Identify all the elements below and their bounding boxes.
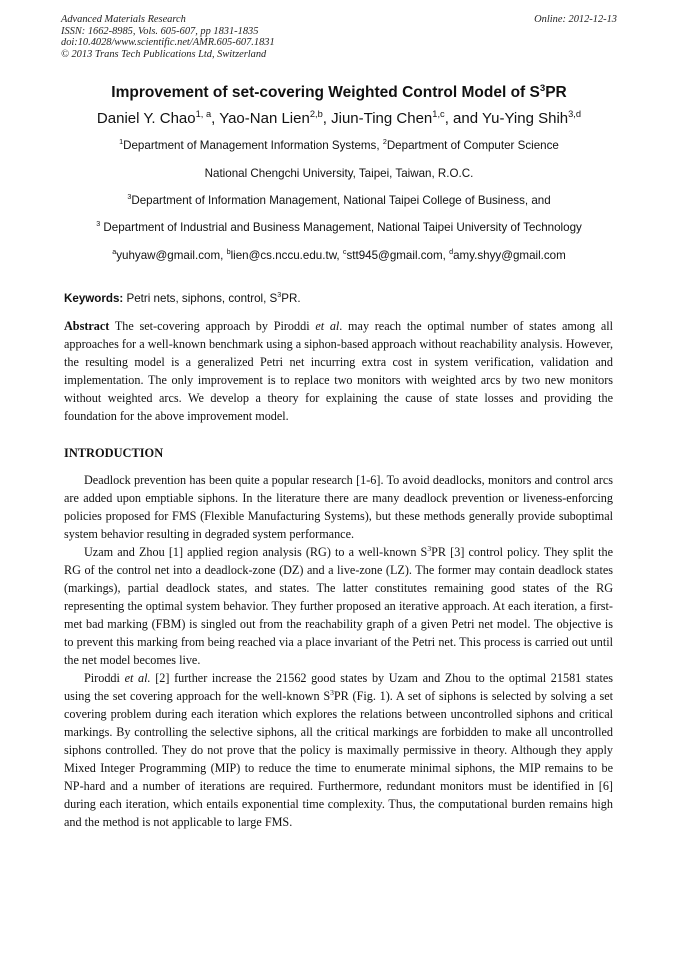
keywords-label: Keywords: [64, 292, 124, 305]
paragraph: Piroddi et al. [2] further increase the 21562 good states by Uzam and Zhou to the optimal 21581 states using the set covering approach for the well-known $S^3PR$ (Fig. 1). A set of siphons is selected by solving a set covering problem during each iteration which explores the relations between uncontrolled siphons and critical markings. By controlling the selective siphons, all the critical markings are forbidden to make all uncontrolled siphons controlled. They do not prove that the policy is maximally permissive in theory. Although they apply Mixed Integer Programming (MIP) to reduce the time to enumerate minimal siphons, the MIP remains to be NP-hard and a number of iterations are required. Furthermore, redundant monitors must be identified in [6] during each iteration, which entails exponential time complexity. Thus, the computational burden remains high and the method is not applicable to large FMS. [64, 671, 614, 829]
doi: doi:10.4028/www.scientific.net/AMR.605-607.1831 [61, 37, 275, 48]
author: Yao-Nan Lien$^{2,b}$, [219, 109, 332, 127]
author: Jiun-Ting Chen$^{1,c}$, and [331, 109, 482, 127]
keywords: Keywords: Petri nets, siphons, control, $S^3PR$. [64, 290, 301, 305]
author: Yu-Ying Shih$^{3,d}$ [481, 109, 582, 127]
author: Daniel Y. Chao$^{1, a}$, [96, 109, 220, 127]
paragraph: Uzam and Zhou [1] applied region analysis (RG) to a well-known $S^3PR$ [3] control policy. They split the RG of the control net into a deadlock-zone (DZ) and a live-zone (LZ). The former may contain deadlock states (markings), partial deadlock states, and states. The latter constitutes remaining good states of the RG representing the optimal system behavior. They further proposed an iterative approach. At each iteration, a first-met bad marking (FBM) is singled out from the reachability graph of a given Petri net model. The objective is to prevent this marking from being reached via a place invariant of the Petri net. This process is carried out until the net model becomes live. [64, 543, 614, 667]
author-list [0, 110, 678, 127]
affiliation-line: National Chengchi University, Taipei, Taiwan, R.O.C. [204, 167, 474, 180]
affiliation-line: $^3$ Department of Industrial and Business Management, National Taipei University of Technology [96, 219, 582, 234]
online-date: Online: 2012-12-13 [534, 14, 617, 25]
affiliation-line: $^3$Department of Information Management, National Taipei College of Business, and [127, 192, 551, 207]
copyright: © 2013 Trans Tech Publications Ltd, Switzerland [61, 48, 267, 60]
introduction-body [64, 471, 613, 831]
author-emails [0, 249, 678, 262]
section-heading: INTRODUCTION [64, 446, 164, 460]
abstract: Abstract The set-covering approach by Piroddi et al. may reach the optimal number of states among all approaches for a well-known benchmark using a siphon-based approach without reachability analysis. However, the resulting model is a generalized Petri net incurring extra cost in system verification, validation and implementation. The only improvement is to replace two monitors with weighted arcs by two new monitors without weighted arcs. We develop a theory for explaining the cause of state losses and providing the foundation for the above improvement model. [64, 319, 613, 423]
email: $^a$yuhyaw@gmail.com, [112, 247, 227, 262]
journal-name: Advanced Materials Research [61, 14, 186, 25]
paper-title: Improvement of set-covering Weighted Control Model of $S^3PR$ [111, 82, 567, 101]
email: $^b$lien@cs.nccu.edu.tw, [226, 247, 343, 262]
abstract-label: Abstract [64, 319, 110, 333]
journal-header [61, 14, 617, 60]
affiliation-line: $^1$Department of Management Information Systems, $^2$Department of Computer Science [119, 137, 559, 152]
email: $^c$stt945@gmail.com, [342, 247, 450, 262]
paragraph: Deadlock prevention has been quite a popular research [1-6]. To avoid deadlocks, monitors and control arcs are added upon emptiable siphons. In the literature there are many deadlock prevention or liveness-enforcing policies proposed for FMS (Flexible Manufacturing Systems), but these methods generally provide suboptimal system behavior resulting in degraded system performance. [64, 473, 613, 541]
issn: ISSN: 1662-8985, Vols. 605-607, pp 1831-1835 [61, 25, 259, 37]
email: $^d$amy.shyy@gmail.com [449, 247, 566, 262]
